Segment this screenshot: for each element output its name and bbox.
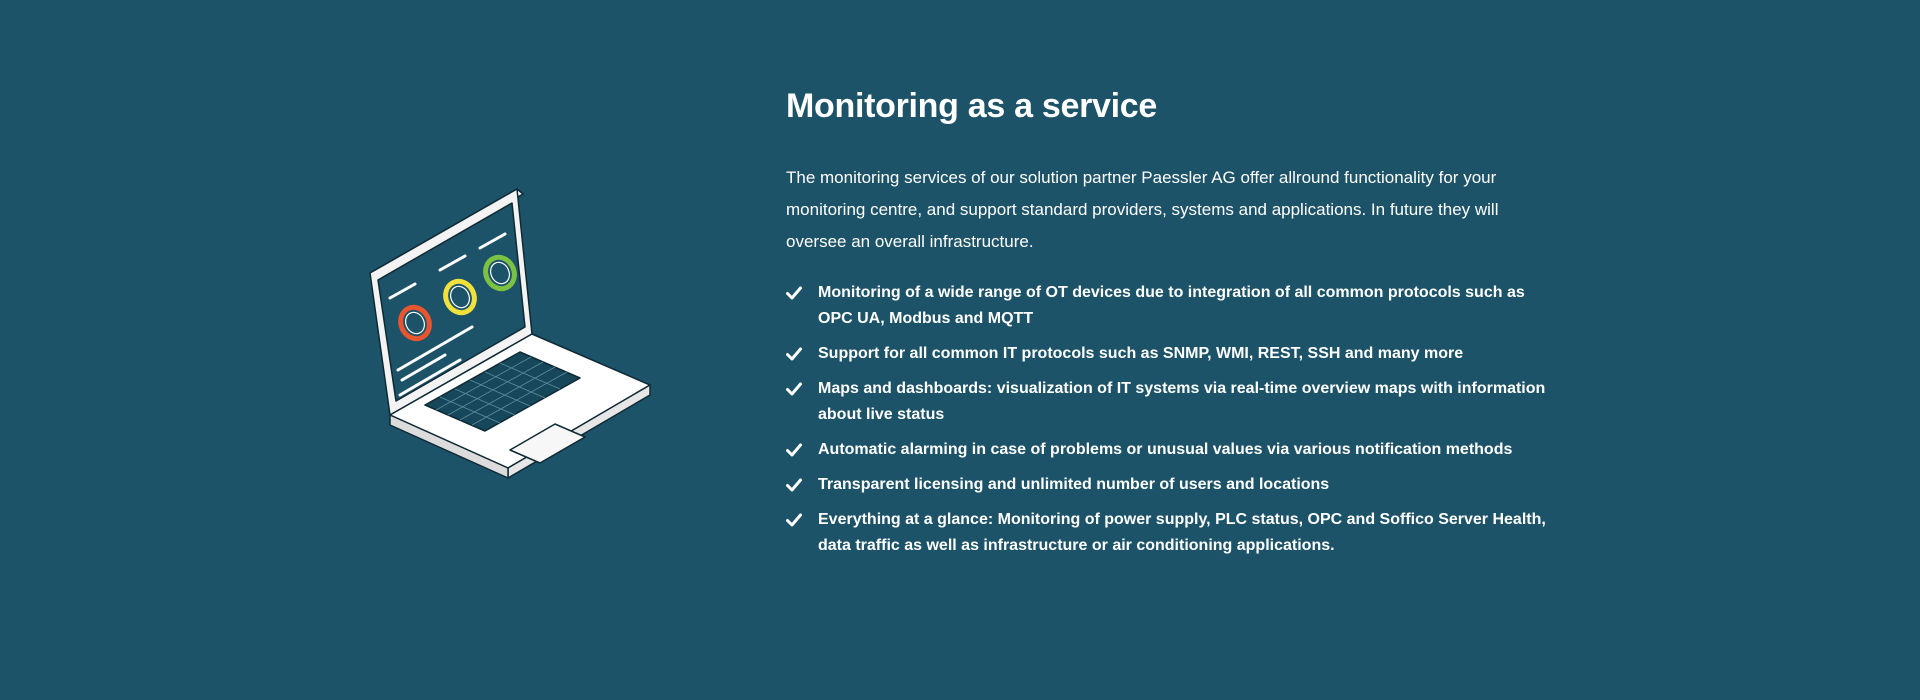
checkmark-icon	[786, 286, 802, 300]
feature-item	[786, 472, 1546, 498]
feature-text: Maps and dashboards: visualization of IT systems via real-time overview maps with information about live status	[818, 380, 1546, 423]
checkmark-icon	[786, 382, 802, 396]
feature-text: Automatic alarming in case of problems or unusual values via various notification methods	[818, 441, 1513, 458]
content-column	[786, 80, 1546, 568]
checkmark-icon	[786, 443, 802, 457]
feature-text: Everything at a glance: Monitoring of power supply, PLC status, OPC and Soffico Server Health, data traffic as well as infrastructure or air conditioning applications.	[818, 511, 1546, 554]
checkmark-icon	[786, 347, 802, 361]
laptop-illustration	[360, 180, 660, 490]
checkmark-icon	[786, 478, 802, 492]
feature-text: Transparent licensing and unlimited number of users and locations	[818, 476, 1330, 493]
laptop-dashboard-icon	[360, 180, 660, 490]
feature-item	[786, 280, 1546, 332]
feature-item	[786, 376, 1546, 428]
feature-list	[786, 280, 1546, 559]
feature-text: Support for all common IT protocols such as SNMP, WMI, REST, SSH and many more	[818, 345, 1464, 362]
feature-text: Monitoring of a wide range of OT devices due to integration of all common protocols such as OPC UA, Modbus and MQTT	[818, 284, 1525, 327]
feature-item	[786, 507, 1546, 559]
feature-item	[786, 341, 1546, 367]
intro-paragraph: The monitoring services of our solution partner Paessler AG offer allround functionality for your monitoring centre, and support standard providers, systems and applications. In future they will oversee an overall infrastructure.	[786, 168, 1499, 251]
feature-item	[786, 437, 1546, 463]
checkmark-icon	[786, 513, 802, 527]
section-title: Monitoring as a service	[786, 87, 1158, 125]
